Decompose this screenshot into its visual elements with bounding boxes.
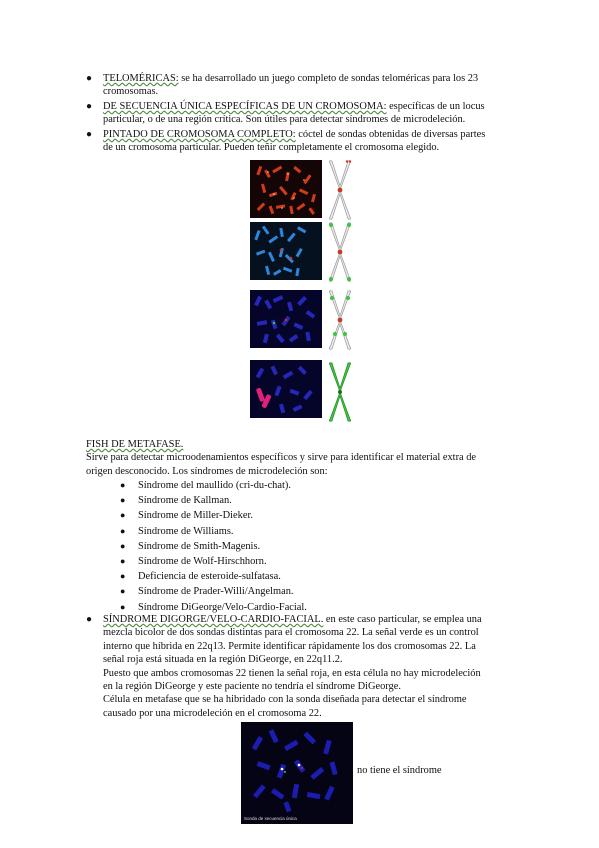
section-title: FISH DE METAFASE. bbox=[86, 439, 184, 450]
syndrome-name: Deficiencia de esteroide-sulfatasa. bbox=[138, 571, 281, 583]
bullet-text: Puesto que ambos cromosomas 22 tienen la señal roja, en esta célula no hay microdeleción bbox=[103, 667, 481, 679]
bullet-text: causado por una microdeleción en el cromosoma 22. bbox=[103, 707, 322, 719]
bullet-icon: ● bbox=[120, 586, 126, 597]
bullet-text: específicas de un locus bbox=[386, 101, 485, 112]
syndrome-name: Síndrome de Wolf-Hirschhorn. bbox=[138, 556, 267, 567]
bullet-icon: ● bbox=[120, 571, 126, 582]
bullet-icon: ● bbox=[120, 525, 126, 536]
bullet-text: en este caso particular, se emplea una bbox=[323, 614, 482, 625]
syndrome-name: Síndrome de Williams. bbox=[138, 525, 234, 537]
metaphase-cell-image bbox=[241, 722, 353, 824]
bullet-digeorge bbox=[86, 613, 516, 725]
bullet-text: interno que híbrida en 22q13. Permite identificar rápidamente los dos cromosomas 22. La bbox=[103, 640, 476, 652]
fish-image-telomeric bbox=[250, 160, 322, 218]
figure-caption: Sonda de secuencia única bbox=[244, 816, 297, 821]
bullet-icon: ● bbox=[120, 601, 126, 612]
fish-image-unique-sequence bbox=[250, 222, 322, 280]
bullet-icon: ● bbox=[86, 614, 93, 625]
bullet-icon: ● bbox=[120, 556, 126, 566]
bullet-text: cromosomas. bbox=[103, 86, 159, 98]
bullet-icon: ● bbox=[120, 495, 126, 506]
bullet-text: de un cromosoma particular. Pueden teñir completamente el cromosoma elegido. bbox=[103, 142, 440, 154]
syndrome-name: Síndrome de Smith-Magenis. bbox=[138, 540, 261, 552]
syndrome-name: Síndrome del maullido (cri-du-chat). bbox=[138, 480, 291, 491]
bullet-icon: ● bbox=[120, 480, 126, 490]
chromosome-diagram-telomeric bbox=[324, 160, 356, 220]
bullet-heading: SÍNDROME DIGORGE/VELO-CARDIO-FACIAL. bbox=[103, 614, 324, 625]
section-intro bbox=[86, 451, 516, 478]
figure-side-label: no tiene el síndrome bbox=[357, 765, 442, 776]
bullet-text: se ha desarrollado un juego completo de sondas teloméricas para los 23 bbox=[178, 73, 479, 84]
syndrome-name: Síndrome de Kallman. bbox=[138, 495, 232, 507]
bullet-secuencia-unica bbox=[86, 100, 516, 128]
chromosome-diagram-painted bbox=[324, 362, 356, 422]
bullet-text: Célula en metafase que se ha hibridado con la sonda diseñada para detectar el síndrome bbox=[103, 694, 467, 706]
intro-line: Sirve para detectar microodenamientos específicos y sirve para identificar el material extra de bbox=[86, 452, 477, 464]
fish-section bbox=[86, 438, 516, 478]
fish-image-whole-chromosome-paint bbox=[250, 360, 322, 418]
bullet-telomericas bbox=[86, 72, 516, 100]
bullet-heading: TELOMÉRICAS: bbox=[103, 73, 179, 84]
syndrome-name: Síndrome de Miller-Dieker. bbox=[138, 510, 253, 522]
bullet-icon: ● bbox=[86, 129, 93, 140]
bullet-text: particular, o de una región crítica. Son útiles para detectar síndromes de microdeleción. bbox=[103, 114, 466, 126]
bullet-icon: ● bbox=[120, 510, 126, 521]
bullet-icon: ● bbox=[86, 101, 93, 112]
bullet-pintado bbox=[86, 128, 516, 156]
intro-line: origen desconocido. Los síndromes de microdeleción son: bbox=[86, 465, 328, 477]
bullet-icon: ● bbox=[86, 73, 93, 84]
chromosome-diagram-unique-sequence bbox=[324, 222, 356, 282]
bullet-text: cóctel de sondas obtenidas de diversas partes bbox=[295, 129, 486, 140]
bullet-text: señal roja está situada en la región DiGeorge, en 22q11.2. bbox=[103, 654, 343, 666]
bullet-heading: DE SECUENCIA ÚNICA ESPECÍFICAS DE UN CROMOSOMA: bbox=[103, 101, 387, 112]
fish-image-metaphase-blue bbox=[250, 290, 322, 348]
bullet-icon: ● bbox=[120, 540, 126, 551]
syndrome-name: Síndrome de Prader-Willi/Angelman. bbox=[138, 586, 294, 598]
chromosome-diagram-two-probes bbox=[324, 290, 356, 350]
bullet-text: en la región DiGeorge y este paciente no tendría el síndrome DiGeorge. bbox=[103, 681, 401, 693]
bullet-text: mezcla bicolor de dos sondas distintas para el cromosoma 22. La señal verde es un control bbox=[103, 627, 479, 639]
bullet-heading: PINTADO DE CROMOSOMA COMPLETO: bbox=[103, 129, 296, 140]
syndrome-name: Síndrome DiGeorge/Velo-Cardio-Facial. bbox=[138, 601, 307, 613]
